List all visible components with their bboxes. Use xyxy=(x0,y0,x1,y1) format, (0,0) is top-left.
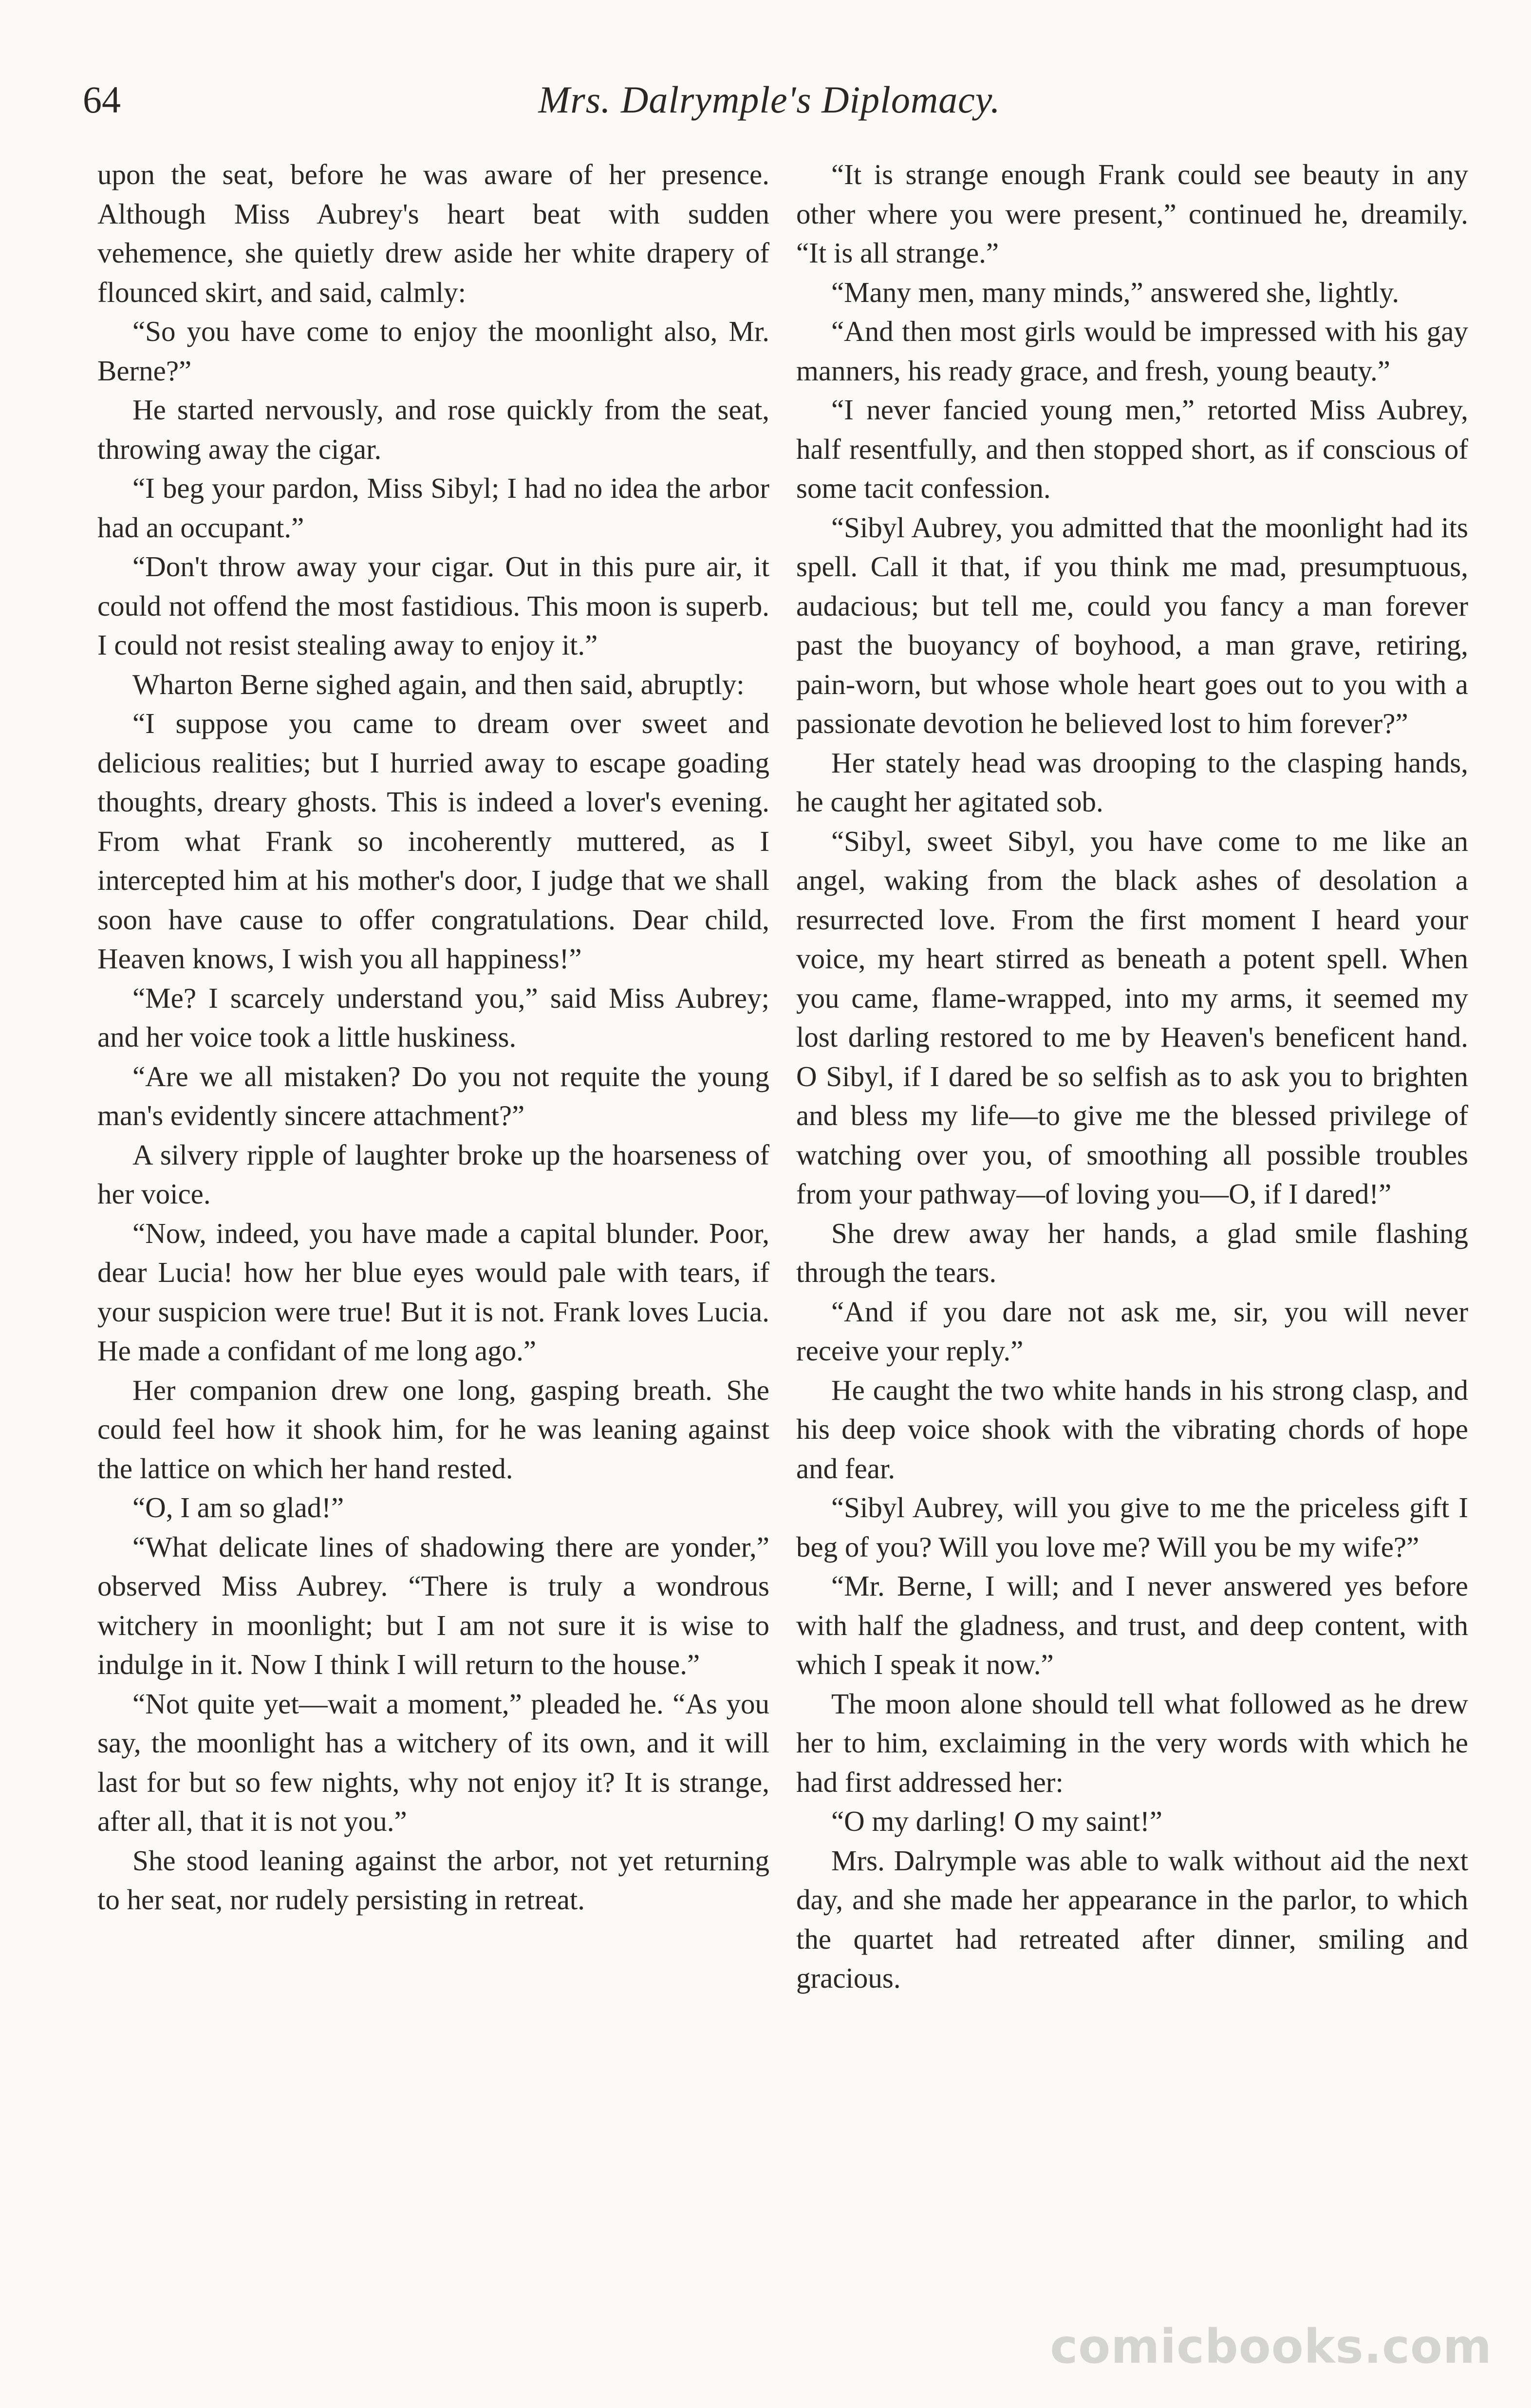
paragraph: “Sibyl Aubrey, you admitted that the moonlight had its spell. Call it that, if you think me mad, presumptuous, audacious; but tell me, could you fancy a man forever past the buoyancy of boyhood, a man grave, retiring, pain-worn, but whose whole heart goes out to you with a passionate devotion he believed lost to him forever?” xyxy=(796,511,1468,739)
paragraph: “Not quite yet—wait a moment,” pleaded he. “As you say, the moonlight has a witchery of its own, and it will last for but so few nights, why not enjoy it? It is strange, after all, that it is not you.” xyxy=(97,1687,769,1837)
paragraph: He caught the two white hands in his strong clasp, and his deep voice shook with the vibrating chords of hope and fear. xyxy=(796,1373,1468,1485)
paragraph: upon the seat, before he was aware of her presence. Although Miss Aubrey's heart beat with sudden vehemence, she quietly drew aside her white drapery of flounced skirt, and said, calmly: xyxy=(97,158,769,308)
paragraph: “Sibyl Aubrey, will you give to me the priceless gift I beg of you? Will you love me? Will you be my wife?” xyxy=(796,1491,1468,1563)
paragraph: The moon alone should tell what followed as he drew her to him, exclaiming in the very words with which he had first addressed her: xyxy=(796,1687,1468,1798)
page-header xyxy=(68,73,1471,132)
paragraph: “What delicate lines of shadowing there are yonder,” observed Miss Aubrey. “There is truly a wondrous witchery in moonlight; but I am not sure it is wise to indulge in it. Now I think I will return to the house.” xyxy=(97,1530,769,1680)
running-title: Mrs. Dalrymple's Diplomacy. xyxy=(538,78,1001,121)
watermark: comicbooks.com xyxy=(1050,2319,1492,2374)
paragraph: “I beg your pardon, Miss Sibyl; I had no idea the arbor had an occupant.” xyxy=(97,472,769,544)
left-column xyxy=(97,155,769,1919)
paragraph: “Me? I scarcely understand you,” said Miss Aubrey; and her voice took a little huskiness. xyxy=(97,981,769,1053)
paragraph: Mrs. Dalrymple was able to walk without aid the next day, and she made her appearance in the parlor, to which the quartet had retreated after dinner, smiling and gracious. xyxy=(796,1844,1468,1994)
paragraph: “Don't throw away your cigar. Out in this pure air, it could not offend the most fastidious. This moon is superb. I could not resist stealing away to enjoy it.” xyxy=(97,550,769,661)
paragraph: Her stately head was drooping to the clasping hands, he caught her agitated sob. xyxy=(796,746,1468,818)
paragraph: “Now, indeed, you have made a capital blunder. Poor, dear Lucia! how her blue eyes would pale with tears, if your suspicion were true! But it is not. Frank loves Lucia. He made a confidant of me long ago.” xyxy=(97,1217,769,1367)
paragraph: A silvery ripple of laughter broke up the hoarseness of her voice. xyxy=(97,1138,769,1210)
paragraph: “I never fancied young men,” retorted Miss Aubrey, half resentfully, and then stopped short, as if conscious of some tacit confession. xyxy=(796,394,1468,504)
paragraph: “It is strange enough Frank could see beauty in any other where you were present,” continued he, dreamily. “It is all strange.” xyxy=(796,158,1468,269)
paragraph: She stood leaning against the arbor, not yet returning to her seat, nor rudely persisting in retreat. xyxy=(97,1844,769,1916)
paragraph: “And then most girls would be impressed with his gay manners, his ready grace, and fresh, young beauty.” xyxy=(796,315,1468,387)
paragraph: “So you have come to enjoy the moonlight also, Mr. Berne?” xyxy=(97,315,769,387)
paragraph: Wharton Berne sighed again, and then said, abruptly: xyxy=(132,668,745,700)
paragraph: “O my darling! O my saint!” xyxy=(831,1805,1162,1837)
paragraph: “I suppose you came to dream over sweet and delicious realities; but I hurried away to escape goading thoughts, dreary ghosts. This is indeed a lover's evening. From what Frank so incoherently muttered, as I intercepted him at his mother's door, I judge that we shall soon have cause to offer congratulations. Dear child, Heaven knows, I wish you all happiness!” xyxy=(97,707,769,975)
paragraph: “Are we all mistaken? Do you not requite the young man's evidently sincere attachment?” xyxy=(97,1060,769,1131)
paragraph: “And if you dare not ask me, sir, you will never receive your reply.” xyxy=(796,1295,1468,1367)
paragraph: He started nervously, and rose quickly from the seat, throwing away the cigar. xyxy=(97,394,769,465)
right-column xyxy=(796,155,1468,1998)
paragraph: “Sibyl, sweet Sibyl, you have come to me like an angel, waking from the black ashes of desolation a resurrected love. From the first moment I heard your voice, my heart stirred as beneath a potent spell. When you came, flame-wrapped, into my arms, it seemed my lost darling restored to me by Heaven's beneficent hand. O Sibyl, if I dared be so selfish as to ask you to brighten and bless my life—to give me the blessed privilege of watching over you, of smoothing all possible troubles from your pathway—of loving you—O, if I dared!” xyxy=(796,825,1468,1210)
paragraph: “Many men, many minds,” answered she, lightly. xyxy=(831,276,1400,308)
paragraph: Her companion drew one long, gasping breath. She could feel how it shook him, for he was leaning against the lattice on which her hand rested. xyxy=(97,1373,769,1485)
paragraph: She drew away her hands, a glad smile flashing through the tears. xyxy=(796,1217,1468,1288)
paragraph: “O, I am so glad!” xyxy=(132,1491,344,1524)
paragraph: “Mr. Berne, I will; and I never answered yes before with half the gladness, and trust, and deep content, with which I speak it now.” xyxy=(796,1570,1468,1680)
page-number: 64 xyxy=(83,78,121,121)
